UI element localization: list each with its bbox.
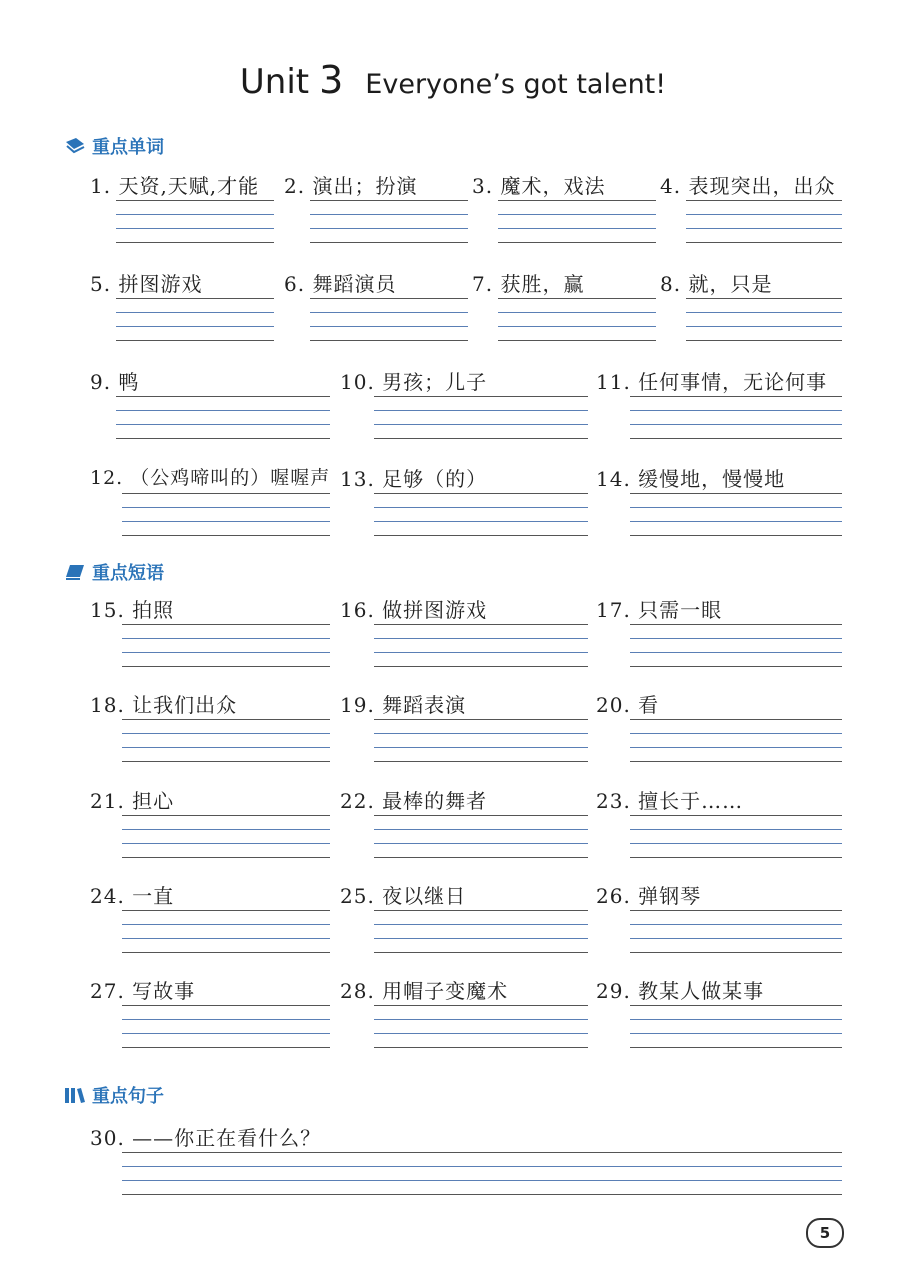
item-label: 24. 一直: [90, 884, 175, 908]
answer-lines[interactable]: [498, 298, 656, 342]
answer-lines[interactable]: [116, 200, 274, 244]
answer-lines[interactable]: [630, 493, 842, 537]
item-label: 7. 获胜，赢: [472, 272, 585, 296]
item-label: 25. 夜以继日: [340, 884, 467, 908]
answer-lines[interactable]: [374, 719, 588, 763]
answer-lines[interactable]: [374, 910, 588, 954]
section-key-phrases: [64, 559, 164, 585]
item-label: 11. 任何事情，无论何事: [596, 370, 828, 394]
item-label: 10. 男孩；儿子: [340, 370, 488, 394]
answer-lines[interactable]: [374, 624, 588, 668]
item-label: 17. 只需一眼: [596, 598, 723, 622]
notebook-icon: [64, 562, 86, 582]
item-label: 8. 就，只是: [660, 272, 773, 296]
answer-lines[interactable]: [122, 1005, 330, 1049]
item-label: 26. 弹钢琴: [596, 884, 702, 908]
unit-subtitle: Everyone’s got talent!: [365, 69, 667, 100]
unit-title: [0, 58, 906, 102]
books-icon: [64, 1085, 86, 1105]
answer-lines[interactable]: [122, 493, 330, 537]
item-label: 28. 用帽子变魔术: [340, 979, 509, 1003]
answer-lines[interactable]: [630, 815, 842, 859]
item-label: 27. 写故事: [90, 979, 196, 1003]
answer-lines[interactable]: [310, 200, 468, 244]
item-label: 30. ——你正在看什么？: [90, 1126, 322, 1150]
unit-number: 3: [319, 58, 344, 102]
item-label: 19. 舞蹈表演: [340, 693, 467, 717]
item-label: 5. 拼图游戏: [90, 272, 203, 296]
unit-label: Unit: [239, 62, 310, 102]
answer-lines[interactable]: [122, 910, 330, 954]
item-label: 18. 让我们出众: [90, 693, 238, 717]
item-label: 9. 鸭: [90, 370, 140, 394]
answer-lines[interactable]: [630, 396, 842, 440]
answer-lines[interactable]: [122, 815, 330, 859]
answer-lines[interactable]: [122, 719, 330, 763]
item-label: 14. 缓慢地，慢慢地: [596, 467, 786, 491]
answer-lines[interactable]: [374, 815, 588, 859]
item-label: 15. 拍照: [90, 598, 175, 622]
book-icon: [64, 136, 86, 156]
section-key-sentences: [64, 1082, 164, 1108]
answer-lines[interactable]: [630, 910, 842, 954]
item-label: 1. 天资,天赋,才能: [90, 174, 260, 198]
answer-lines[interactable]: [122, 624, 330, 668]
answer-lines[interactable]: [686, 298, 842, 342]
answer-lines[interactable]: [116, 298, 274, 342]
item-label: 23. 擅长于……: [596, 789, 744, 813]
item-label: 21. 担心: [90, 789, 175, 813]
answer-lines[interactable]: [630, 624, 842, 668]
answer-lines[interactable]: [122, 1152, 842, 1196]
item-label: 29. 教某人做某事: [596, 979, 765, 1003]
answer-lines[interactable]: [374, 396, 588, 440]
item-label: 2. 演出；扮演: [284, 174, 418, 198]
answer-lines[interactable]: [310, 298, 468, 342]
section-title: 重点短语: [92, 563, 164, 584]
answer-lines[interactable]: [374, 493, 588, 537]
section-key-words: [64, 133, 164, 159]
item-label: 13. 足够（的）: [340, 467, 488, 491]
answer-lines[interactable]: [686, 200, 842, 244]
answer-lines[interactable]: [630, 1005, 842, 1049]
answer-lines[interactable]: [116, 396, 330, 440]
item-label: 4. 表现突出，出众: [660, 174, 836, 198]
section-title: 重点句子: [92, 1086, 164, 1107]
section-title: 重点单词: [92, 137, 164, 158]
item-label: 6. 舞蹈演员: [284, 272, 397, 296]
answer-lines[interactable]: [374, 1005, 588, 1049]
item-label: 20. 看: [596, 693, 660, 717]
item-label: 22. 最棒的舞者: [340, 789, 488, 813]
item-label: 3. 魔术，戏法: [472, 174, 606, 198]
item-label: 16. 做拼图游戏: [340, 598, 488, 622]
answer-lines[interactable]: [498, 200, 656, 244]
page-number: 5: [806, 1218, 844, 1248]
item-label: 12. （公鸡啼叫的）喔喔声: [90, 467, 331, 489]
answer-lines[interactable]: [630, 719, 842, 763]
